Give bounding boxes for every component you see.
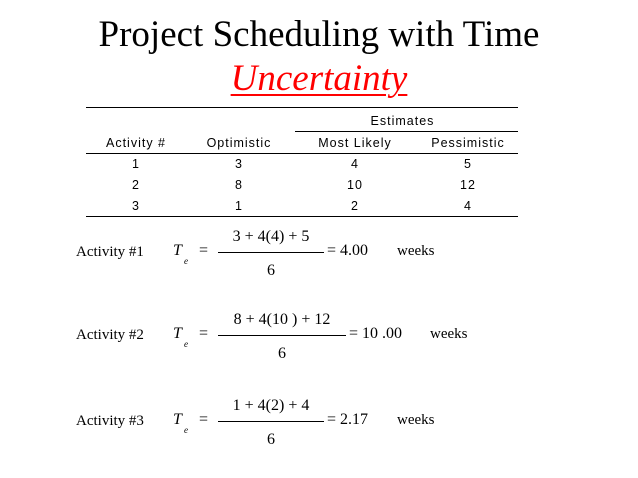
unit: weeks [430, 326, 468, 342]
fraction-bar [218, 335, 346, 336]
col-header-most-likely: Most Likely [318, 136, 392, 150]
te-symbol: T [173, 242, 182, 259]
cell-optimistic: 8 [235, 178, 243, 192]
estimates-header: Estimates [370, 114, 435, 128]
header-rule [86, 153, 518, 154]
result: = 2.17 [327, 411, 369, 428]
equals-sign: = [199, 325, 209, 342]
result: = 10 .00 [349, 325, 403, 342]
unit: weeks [397, 243, 435, 259]
te-subscript: e [184, 256, 188, 266]
denominator: 6 [278, 345, 286, 362]
table-bottom-rule [86, 216, 518, 217]
cell-activity: 2 [132, 178, 140, 192]
numerator: 3 + 4(4) + 5 [232, 228, 310, 245]
equation-label: Activity #3 [76, 413, 144, 429]
cell-most-likely: 10 [347, 178, 363, 192]
equation-label: Activity #1 [76, 244, 144, 260]
denominator: 6 [267, 431, 275, 448]
col-header-optimistic: Optimistic [206, 136, 272, 150]
cell-optimistic: 3 [235, 157, 243, 171]
cell-activity: 3 [132, 199, 140, 213]
cell-pessimistic: 12 [460, 178, 476, 192]
page-title-highlight: Uncertainty [230, 58, 408, 99]
estimates-rule [295, 131, 518, 132]
te-symbol: T [173, 325, 182, 342]
cell-optimistic: 1 [235, 199, 243, 213]
equation-label: Activity #2 [76, 327, 144, 343]
equals-sign: = [199, 242, 209, 259]
numerator: 1 + 4(2) + 4 [232, 397, 310, 414]
cell-pessimistic: 5 [464, 157, 472, 171]
denominator: 6 [267, 262, 275, 279]
cell-pessimistic: 4 [464, 199, 472, 213]
numerator: 8 + 4(10 ) + 12 [233, 311, 331, 328]
result: = 4.00 [327, 242, 369, 259]
cell-most-likely: 4 [351, 157, 359, 171]
table-top-rule [86, 107, 518, 108]
equals-sign: = [199, 411, 209, 428]
fraction-bar [218, 252, 324, 253]
cell-most-likely: 2 [351, 199, 359, 213]
te-symbol: T [173, 411, 182, 428]
page-title: Project Scheduling with Time [98, 14, 540, 55]
te-subscript: e [184, 339, 188, 349]
col-header-pessimistic: Pessimistic [431, 136, 505, 150]
unit: weeks [397, 412, 435, 428]
col-header-activity: Activity # [105, 136, 166, 150]
te-subscript: e [184, 425, 188, 435]
fraction-bar [218, 421, 324, 422]
cell-activity: 1 [132, 157, 140, 171]
